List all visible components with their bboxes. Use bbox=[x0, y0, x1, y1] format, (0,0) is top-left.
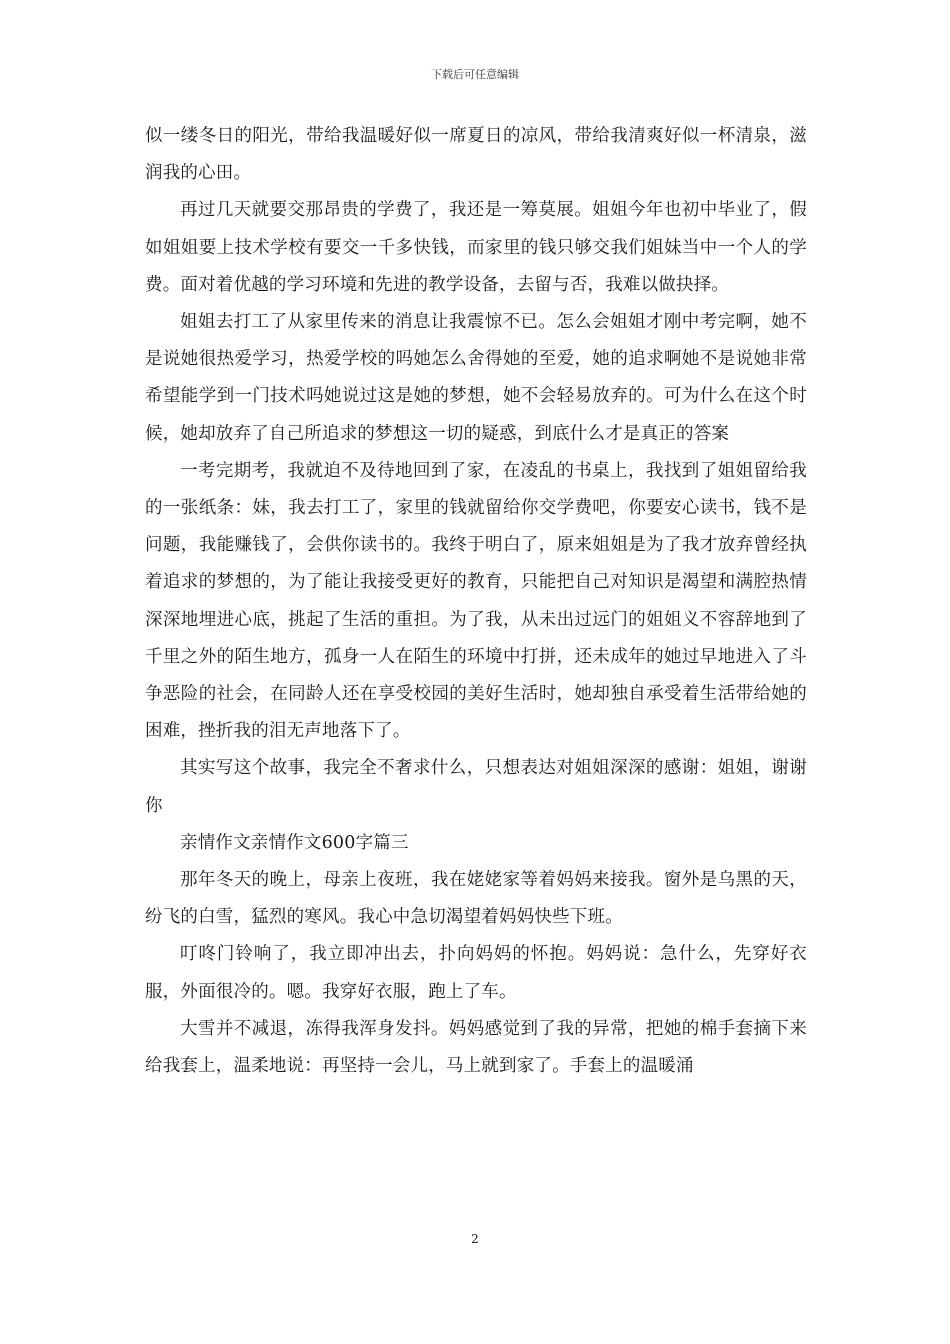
paragraph-5: 其实写这个故事，我完全不奢求什么，只想表达对姐姐深深的感谢：姐姐，谢谢你 bbox=[145, 758, 807, 816]
page-number: 2 bbox=[471, 1232, 479, 1246]
paragraph-8: 大雪并不减退，冻得我浑身发抖。妈妈感觉到了我的异常，把她的棉手套摘下来给我套上，温柔地说：再坚持一会儿，马上就到家了。手套上的温暖涌 bbox=[145, 1018, 807, 1077]
document-body bbox=[145, 118, 807, 1085]
paragraph-6: 那年冬天的晚上，母亲上夜班，我在姥姥家等着妈妈来接我。窗外是乌黑的天，纷飞的白雪，猛烈的寒风。我心中急切渴望着妈妈快些下班。 bbox=[145, 870, 807, 928]
section-heading: 亲情作文亲情作文600字篇三 bbox=[180, 832, 409, 853]
paragraph-4: 一考完期考，我就迫不及待地回到了家，在凌乱的书桌上，我找到了姐姐留给我的一张纸条：妹，我去打工了，家里的钱就留给你交学费吧，你要安心读书，钱不是问题，我能赚钱了，会供你读书的。我终于明白了，原来姐姐是为了我才放弃曾经执着追求的梦想的，为了能让我接受更好的教育，只能把自己对知识是渴望和满腔热情深深地埋进心底，挑起了生活的重担。为了我，从未出过远门的姐姐义不容辞地到了千里之外的陌生地方，孤身一人在陌生的环境中打拼，还未成年的她过早地进入了斗争恶险的社会，在同龄人还在享受校园的美好生活时，她却独自承受着生活带给她的困难，挫折我的泪无声地落下了。 bbox=[145, 460, 807, 742]
paragraph-1: 似一缕冬日的阳光，带给我温暖好似一席夏日的凉风，带给我清爽好似一杯清泉，滋润我的心田。 bbox=[145, 126, 807, 184]
paragraph-2: 再过几天就要交那昂贵的学费了，我还是一筹莫展。姐姐今年也初中毕业了，假如姐姐要上技术学校有要交一千多快钱，而家里的钱只够交我们姐妹当中一个人的学费。面对着优越的学习环境和先进的教学设备，去留与否，我难以做抉择。 bbox=[145, 200, 807, 295]
paragraph-3: 姐姐去打工了从家里传来的消息让我震惊不已。怎么会姐姐才刚中考完啊，她不是说她很热爱学习，热爱学校的吗她怎么舍得她的至爱，她的追求啊她不是说她非常希望能学到一门技术吗她说过这是她的梦想，她不会轻易放弃的。可为什么在这个时候，她却放弃了自己所追求的梦想这一切的疑惑，到底什么才是真正的答案 bbox=[145, 312, 807, 444]
page-header: 下载后可任意编辑 bbox=[431, 68, 519, 81]
paragraph-7: 叮咚门铃响了，我立即冲出去，扑向妈妈的怀抱。妈妈说：急什么，先穿好衣服，外面很冷的。嗯。我穿好衣服，跑上了车。 bbox=[145, 944, 807, 1002]
